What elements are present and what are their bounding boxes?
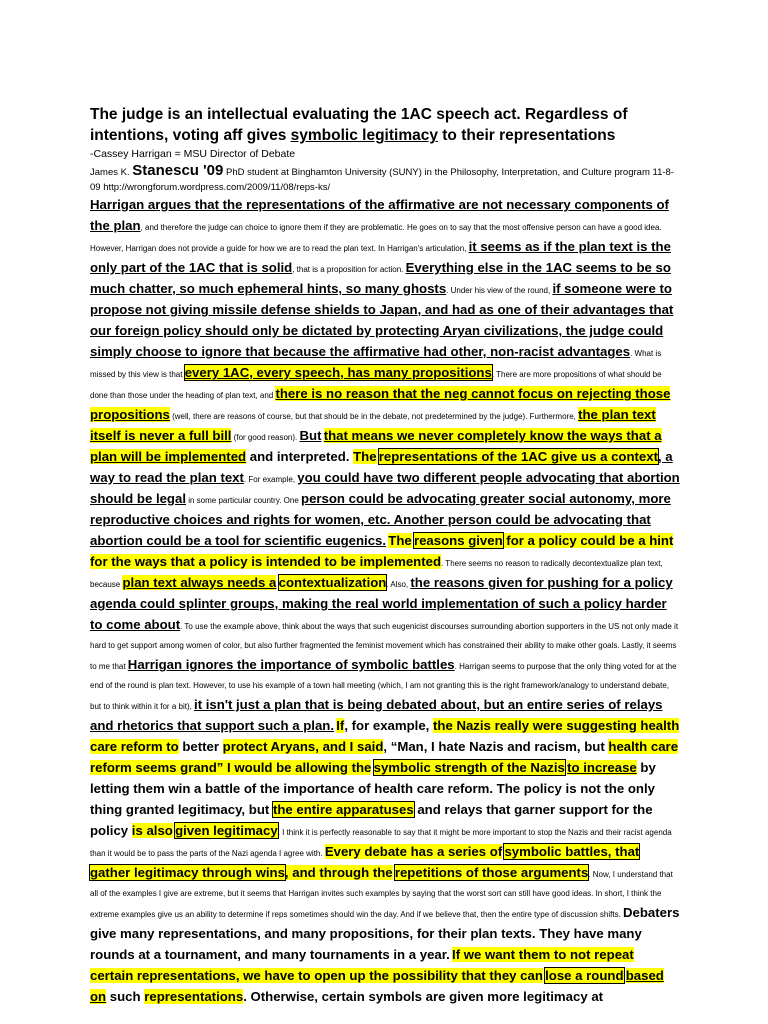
text-run: . There are more propositions of what should be done than those under the heading of plan text, and (90, 370, 662, 400)
highlighted-boxed-text: symbolic strength of the Nazis (373, 760, 565, 775)
text-run: Debaters give many representations, and many propositions, for their plan texts. They have many rounds at a tournament, and many tournaments in a year. (90, 905, 680, 962)
text-run: . Also, (386, 580, 411, 589)
text-run: . For example, (243, 475, 298, 484)
text-run: . Now, I understand that all of the examples I give are extreme, but it seems that Harrigan invites such examples by saying that the worst sort can still have good ideas. In short, I think the extreme examples give us an ability to determine if reps sometimes should win the day. And if we believe that, then the entire type of discussion shifts. (90, 870, 673, 919)
tag-text: The judge is an intellectual evaluating the 1AC speech act. Regardless of intentions, voting aff gives (90, 106, 628, 144)
tag-text-end: to their representations (437, 127, 616, 144)
text-run: , “Man, I hate Nazis and racism, but (383, 739, 609, 754)
text-run: . I think it is perfectly reasonable to say that it might be more important to stop the Nazis and their racist agenda than it would be to pass the parts of the Nazi agenda I agree with. (90, 828, 672, 858)
highlighted-text: to increase (567, 760, 637, 775)
highlighted-text: The (353, 449, 377, 464)
evidence-card (90, 104, 680, 1008)
text-run: Harrigan ignores the importance of symbolic battles (127, 657, 455, 672)
text-run: , that is a proposition for action. (292, 265, 406, 274)
highlighted-boxed-text: symbolic battles, that gather legitimacy through wins (90, 844, 640, 880)
text-run: , for example, (344, 718, 433, 733)
highlighted-text: the Nazis (433, 718, 491, 733)
text-run: in some particular country. One (186, 496, 302, 505)
text-run: . What is missed by this view is that (90, 349, 662, 379)
cite-line: -Cassey Harrigan = MSU Director of Debate (90, 148, 296, 160)
highlighted-text: , and through the (284, 865, 393, 880)
highlighted-text: there is no reason that the neg cannot focus on rejecting those propositions (90, 386, 671, 422)
text-run: the reasons given for pushing for a policy agenda could splinter groups, making the real world implementation of such a policy harder to come about (90, 575, 673, 632)
text-run: you could have two different people advocating that abortion should be legal (90, 470, 680, 506)
text-run: it isn't just a plan that is being debated about, but an entire series of relays and rhetorics that support such a plan. (90, 697, 663, 733)
highlighted-boxed-text: reasons given (413, 533, 503, 548)
text-run: if someone were to propose not giving missile defense shields to Japan, and had as one of their advantages that our foreign policy should only be dictated by protecting Aryan civilizations, the judge could simply choose to ignore that because the affirmative had other, non-racist advantages (90, 281, 674, 359)
highlighted-text: health care reform seems grand” I would be allowing the (90, 739, 679, 775)
highlighted-text: that means we never completely know the ways that a plan will be implemented (90, 428, 662, 464)
highlighted-text: If (336, 718, 345, 733)
cite-author-name: Stanescu '09 (132, 162, 224, 179)
cite-credentials: PhD student at Binghamton University (SUNY) in the Philosophy, Interpretation, and Culture program 11-8-09 http://wrongforum.wordpress.com/2009/11/08/reps-ks/ (90, 167, 674, 193)
highlighted-text: plan text always needs a (122, 575, 277, 590)
card-body (90, 195, 680, 1008)
highlighted-boxed-text: repetitions of those arguments (394, 865, 589, 880)
text-run: Harrigan argues that the representations of the affirmative are not necessary components of the plan (90, 197, 669, 233)
tag-underlined: symbolic legitimacy (290, 127, 438, 144)
highlighted-text: the plan text itself is never a full bill (90, 407, 656, 443)
highlighted-text: for a policy could be a hint for the ways that a policy is intended to be implemented (90, 533, 674, 569)
text-run: Everything else in the 1AC seems to be so much chatter, so much ephemeral hints, so many ghosts (90, 260, 671, 296)
text-run: person could be advocating greater social autonomy, more reproductive choices and rights for women, etc. Another person could be advocating that abortion could be a tool for scientific eugenics. (90, 491, 671, 548)
text-run: and relays that garner support for the policy (90, 802, 653, 838)
highlighted-text: based on (90, 968, 664, 1004)
text-run: But (299, 428, 322, 443)
highlighted-text: really were suggesting health care reform to (90, 718, 680, 754)
citation (90, 163, 680, 195)
text-run: it seems as if the plan text is the only part of the 1AC that is solid (90, 239, 671, 275)
text-run: better (178, 739, 223, 754)
highlighted-boxed-text: given legitimacy (175, 823, 278, 838)
cite-author-prefix: James K. (90, 167, 133, 178)
highlighted-text: protect Aryans, and I said (222, 739, 384, 754)
text-run: . To use the example above, think about the ways that such eugenicist discourses surrounding abortion supporters in the US not only made it hard to get support among women of color, but also further fragmented the feminist movement which has constrained their ability to make other goals. Lastly, it seems to me that (90, 622, 679, 671)
text-run: such (106, 989, 145, 1004)
highlighted-boxed-text: the entire apparatuses (272, 802, 414, 817)
highlighted-boxed-text: every 1AC, every speech, has many propositions (184, 365, 492, 380)
highlighted-text: If we want them to not repeat certain representations, we have to open up the possibility that they can (90, 947, 634, 983)
text-run: (well, there are reasons of course, but that should be in the debate, not predetermined by the judge). Furthermore, (169, 412, 579, 421)
text-run: , and therefore the judge can choice to ignore them if they are problematic. He goes on to say that the most offensive person can have a good idea. However, Harrigan does not provide a guide for how we are to read the plan text. In Harrigan's articulation, (90, 223, 662, 253)
highlighted-boxed-text: representations of the 1AC give us a context (378, 449, 658, 464)
card-tag (90, 104, 680, 146)
text-run: by letting them win a battle of the importance of health care reform. The policy is not the only thing granted legitimacy, but (90, 760, 656, 817)
text-run: . Under his view of the round, (446, 286, 553, 295)
highlighted-text: Every debate has a series of (324, 844, 503, 859)
text-run: . Otherwise, certain symbols are given more legitimacy at (243, 989, 604, 1004)
text-run: , a way to read the plan text (90, 449, 673, 485)
text-run: and interpreted. (246, 449, 354, 464)
highlighted-text: representations (144, 989, 244, 1004)
highlighted-boxed-text: contextualization (278, 575, 387, 590)
text-run: . There seems no reason to radically decontextualize plan text, because (90, 559, 663, 589)
text-run: . Harrigan seems to purpose that the only thing voted for at the end of the round is plan text. However, to use his example of a town hall meeting (which, I am not granting this is the right framework/analogy to understand debate, but to think within it for a bit), (90, 662, 677, 711)
highlighted-text: The (388, 533, 412, 548)
highlighted-boxed-text: lose a round (545, 968, 624, 983)
highlighted-text: is also (131, 823, 173, 838)
text-run: (for good reason). (231, 433, 300, 442)
